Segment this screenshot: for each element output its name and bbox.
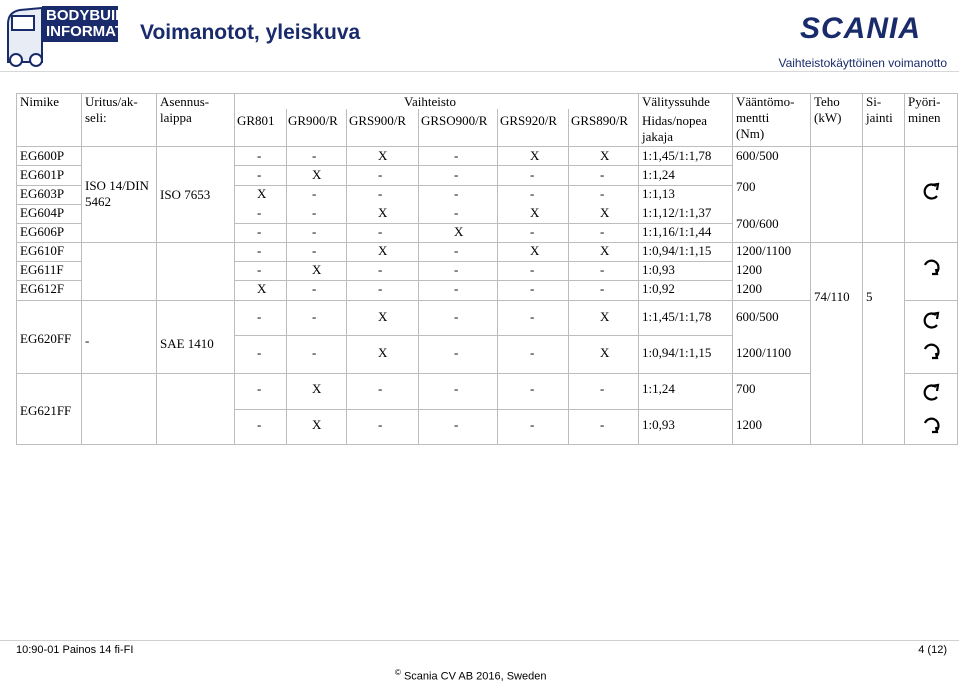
grid-line	[568, 109, 569, 444]
torque-value: 700	[736, 179, 756, 194]
header-sijainti: Si- jainti	[866, 94, 893, 125]
grid-line	[234, 280, 732, 281]
pto-overview-table	[16, 93, 958, 444]
header-asennuslaippa: Asennus- laippa	[160, 94, 210, 125]
row-name: EG601P	[20, 167, 65, 182]
header-valityssuhde: Välityssuhde	[642, 94, 710, 109]
grid-line	[234, 223, 732, 224]
gearbox-mark: X	[378, 345, 388, 360]
gearbox-mark: -	[378, 262, 383, 277]
gearbox-mark: -	[600, 417, 605, 432]
torque-value: 1200/1100	[736, 243, 792, 258]
gearbox-mark: -	[600, 262, 605, 277]
grid-line	[346, 109, 347, 444]
uritus-value: ISO 14/DIN 5462	[85, 178, 149, 209]
header-gearbox: GRSO900/R	[421, 113, 488, 128]
gearbox-mark: X	[600, 309, 610, 324]
ratio-value: 1:1,24	[642, 381, 675, 396]
grid-line	[16, 242, 958, 243]
gearbox-mark: -	[454, 186, 459, 201]
gearbox-mark: -	[600, 381, 605, 396]
gearbox-mark: X	[600, 148, 610, 163]
row-name: EG603P	[20, 186, 65, 201]
gearbox-mark: -	[257, 381, 262, 396]
scania-logo	[800, 12, 946, 45]
gearbox-mark: -	[312, 224, 317, 239]
gearbox-mark: -	[257, 243, 262, 258]
row-name: EG604P	[20, 205, 65, 220]
gearbox-mark: -	[312, 345, 317, 360]
gearbox-mark: -	[454, 381, 459, 396]
torque-value: 1200/1100	[736, 345, 792, 360]
ratio-value: 1:1,12/1:1,37	[642, 205, 712, 220]
bodybuilding-information-logo	[2, 2, 162, 68]
header-teho: Teho (kW)	[814, 94, 842, 125]
gearbox-mark: -	[454, 243, 459, 258]
ratio-value: 1:0,92	[642, 281, 675, 296]
grid-line	[16, 146, 958, 147]
copyright-text: Scania CV AB 2016, Sweden	[403, 670, 547, 683]
sijainti-value: 5	[866, 289, 873, 304]
torque-value: 700	[736, 381, 756, 396]
teho-value: 74/110	[814, 289, 850, 304]
grid-line	[234, 185, 732, 186]
footer-divider	[0, 640, 959, 641]
gearbox-mark: X	[600, 345, 610, 360]
logo-line-2: INFORMATION	[46, 23, 151, 40]
rotate-counterclockwise-icon	[921, 342, 941, 362]
gearbox-mark: -	[378, 224, 383, 239]
gearbox-mark: X	[454, 224, 464, 239]
gearbox-mark: -	[600, 224, 605, 239]
gearbox-mark: -	[454, 262, 459, 277]
gearbox-mark: X	[312, 262, 322, 277]
gearbox-mark: -	[530, 381, 535, 396]
grid-line	[234, 335, 732, 336]
gearbox-mark: -	[530, 262, 535, 277]
torque-value: 600/500	[736, 148, 779, 163]
gearbox-mark: -	[454, 148, 459, 163]
ratio-value: 1:0,94/1:1,15	[642, 345, 712, 360]
gearbox-mark: -	[257, 148, 262, 163]
torque-value: 600/500	[736, 309, 779, 324]
header-uritus: Uritus/ak- seli:	[85, 94, 138, 125]
gearbox-mark: -	[454, 417, 459, 432]
row-name: EG610F	[20, 243, 65, 258]
page-number: 4 (12)	[918, 644, 947, 656]
torque-value: 1200	[736, 281, 762, 296]
gearbox-mark: -	[600, 167, 605, 182]
gearbox-mark: -	[600, 186, 605, 201]
gearbox-mark: -	[257, 205, 262, 220]
gearbox-mark: -	[312, 205, 317, 220]
gearbox-mark: -	[378, 281, 383, 296]
header-vaihteisto: Vaihteisto	[404, 94, 456, 109]
gearbox-mark: X	[530, 205, 540, 220]
header-vaantomomentti: Vääntömo- mentti (Nm)	[736, 94, 795, 141]
header-gearbox: GRS900/R	[349, 113, 407, 128]
rotate-clockwise-icon	[921, 310, 941, 330]
gearbox-mark: -	[312, 148, 317, 163]
gearbox-mark: -	[530, 309, 535, 324]
header-divider	[0, 71, 959, 72]
ratio-value: 1:1,16/1:1,44	[642, 224, 712, 239]
gearbox-mark: X	[600, 243, 610, 258]
rotate-counterclockwise-icon	[921, 258, 941, 278]
gearbox-mark: -	[600, 281, 605, 296]
gearbox-mark: X	[530, 243, 540, 258]
ratio-value: 1:0,93	[642, 262, 675, 277]
grid-line	[16, 444, 958, 445]
gearbox-mark: -	[312, 281, 317, 296]
ratio-value: 1:1,45/1:1,78	[642, 148, 712, 163]
torque-value: 1200	[736, 417, 762, 432]
grid-line	[16, 185, 81, 186]
gearbox-mark: -	[530, 281, 535, 296]
gearbox-mark: X	[257, 186, 267, 201]
gearbox-mark: -	[530, 224, 535, 239]
gearbox-mark: -	[257, 167, 262, 182]
document-id: 10:90-01 Painos 14 fi-FI	[16, 644, 134, 656]
ratio-value: 1:0,93	[642, 417, 675, 432]
grid-line	[286, 109, 287, 444]
gearbox-mark: -	[257, 262, 262, 277]
grid-line	[497, 109, 498, 444]
gearbox-mark: -	[530, 167, 535, 182]
gearbox-mark: -	[257, 417, 262, 432]
ratio-value: 1:1,45/1:1,78	[642, 309, 712, 324]
row-name: EG612F	[20, 281, 65, 296]
copyright	[395, 668, 546, 683]
gearbox-mark: X	[257, 281, 267, 296]
gearbox-mark: -	[378, 167, 383, 182]
page-subtitle: Vaihteistokäyttöinen voimanotto	[778, 56, 947, 70]
gearbox-mark: -	[312, 186, 317, 201]
header-hidas-nopea-jakaja: Hidas/nopea jakaja	[642, 113, 707, 144]
grid-line	[904, 300, 958, 301]
header-nimike: Nimike	[20, 94, 59, 109]
grid-line	[234, 409, 732, 410]
header-gearbox: GR900/R	[288, 113, 338, 128]
grid-line	[418, 109, 419, 444]
rotate-counterclockwise-icon	[921, 416, 941, 436]
row-name: EG600P	[20, 148, 65, 163]
gearbox-mark: X	[530, 148, 540, 163]
row-name: EG606P	[20, 224, 65, 239]
grid-line	[16, 204, 81, 205]
row-name: EG621FF	[20, 403, 72, 418]
gearbox-mark: X	[378, 205, 388, 220]
gearbox-mark: X	[312, 381, 322, 396]
laippa-value: SAE 1410	[160, 336, 214, 351]
header-gearbox: GRS890/R	[571, 113, 629, 128]
rotate-clockwise-icon	[921, 382, 941, 402]
grid-line	[234, 261, 732, 262]
gearbox-mark: -	[454, 167, 459, 182]
gearbox-mark: -	[312, 243, 317, 258]
gearbox-mark: -	[257, 309, 262, 324]
header-pyoriminen: Pyöri- minen	[908, 94, 941, 125]
gearbox-mark: -	[454, 281, 459, 296]
grid-line	[16, 373, 810, 374]
torque-value: 700/600	[736, 216, 779, 231]
logo-line-1: BODYBUILDING	[46, 7, 162, 24]
gearbox-mark: -	[312, 309, 317, 324]
gearbox-mark: X	[600, 205, 610, 220]
uritus-value: -	[85, 333, 90, 348]
gearbox-mark: -	[257, 224, 262, 239]
torque-value: 1200	[736, 262, 762, 277]
gearbox-mark: -	[454, 345, 459, 360]
grid-line	[16, 280, 81, 281]
gearbox-mark: X	[378, 309, 388, 324]
gearbox-mark: -	[378, 381, 383, 396]
gearbox-mark: -	[530, 417, 535, 432]
gearbox-mark: X	[312, 417, 322, 432]
ratio-value: 1:1,13	[642, 186, 675, 201]
gearbox-mark: -	[257, 345, 262, 360]
grid-line	[16, 165, 81, 166]
copyright-symbol: ©	[395, 668, 401, 677]
gearbox-mark: -	[530, 345, 535, 360]
gearbox-mark: -	[530, 186, 535, 201]
grid-line	[16, 261, 81, 262]
ratio-value: 1:1,24	[642, 167, 675, 182]
gearbox-mark: -	[378, 186, 383, 201]
rotate-clockwise-icon	[921, 181, 941, 201]
grid-line	[16, 223, 81, 224]
gearbox-mark: X	[378, 148, 388, 163]
laippa-value: ISO 7653	[160, 187, 211, 202]
grid-line	[234, 165, 732, 166]
gearbox-mark: -	[454, 205, 459, 220]
ratio-value: 1:0,94/1:1,15	[642, 243, 712, 258]
gearbox-mark: X	[378, 243, 388, 258]
header-gearbox: GRS920/R	[500, 113, 558, 128]
page-title: Voimanotot, yleiskuva	[140, 21, 361, 44]
header-gearbox: GR801	[237, 113, 275, 128]
row-name: EG620FF	[20, 331, 72, 346]
gearbox-mark: -	[378, 417, 383, 432]
brand-name: SCANIA	[800, 12, 922, 45]
gearbox-mark: X	[312, 167, 322, 182]
row-name: EG611F	[20, 262, 64, 277]
grid-line	[16, 300, 810, 301]
gearbox-mark: -	[454, 309, 459, 324]
grid-line	[904, 373, 958, 374]
